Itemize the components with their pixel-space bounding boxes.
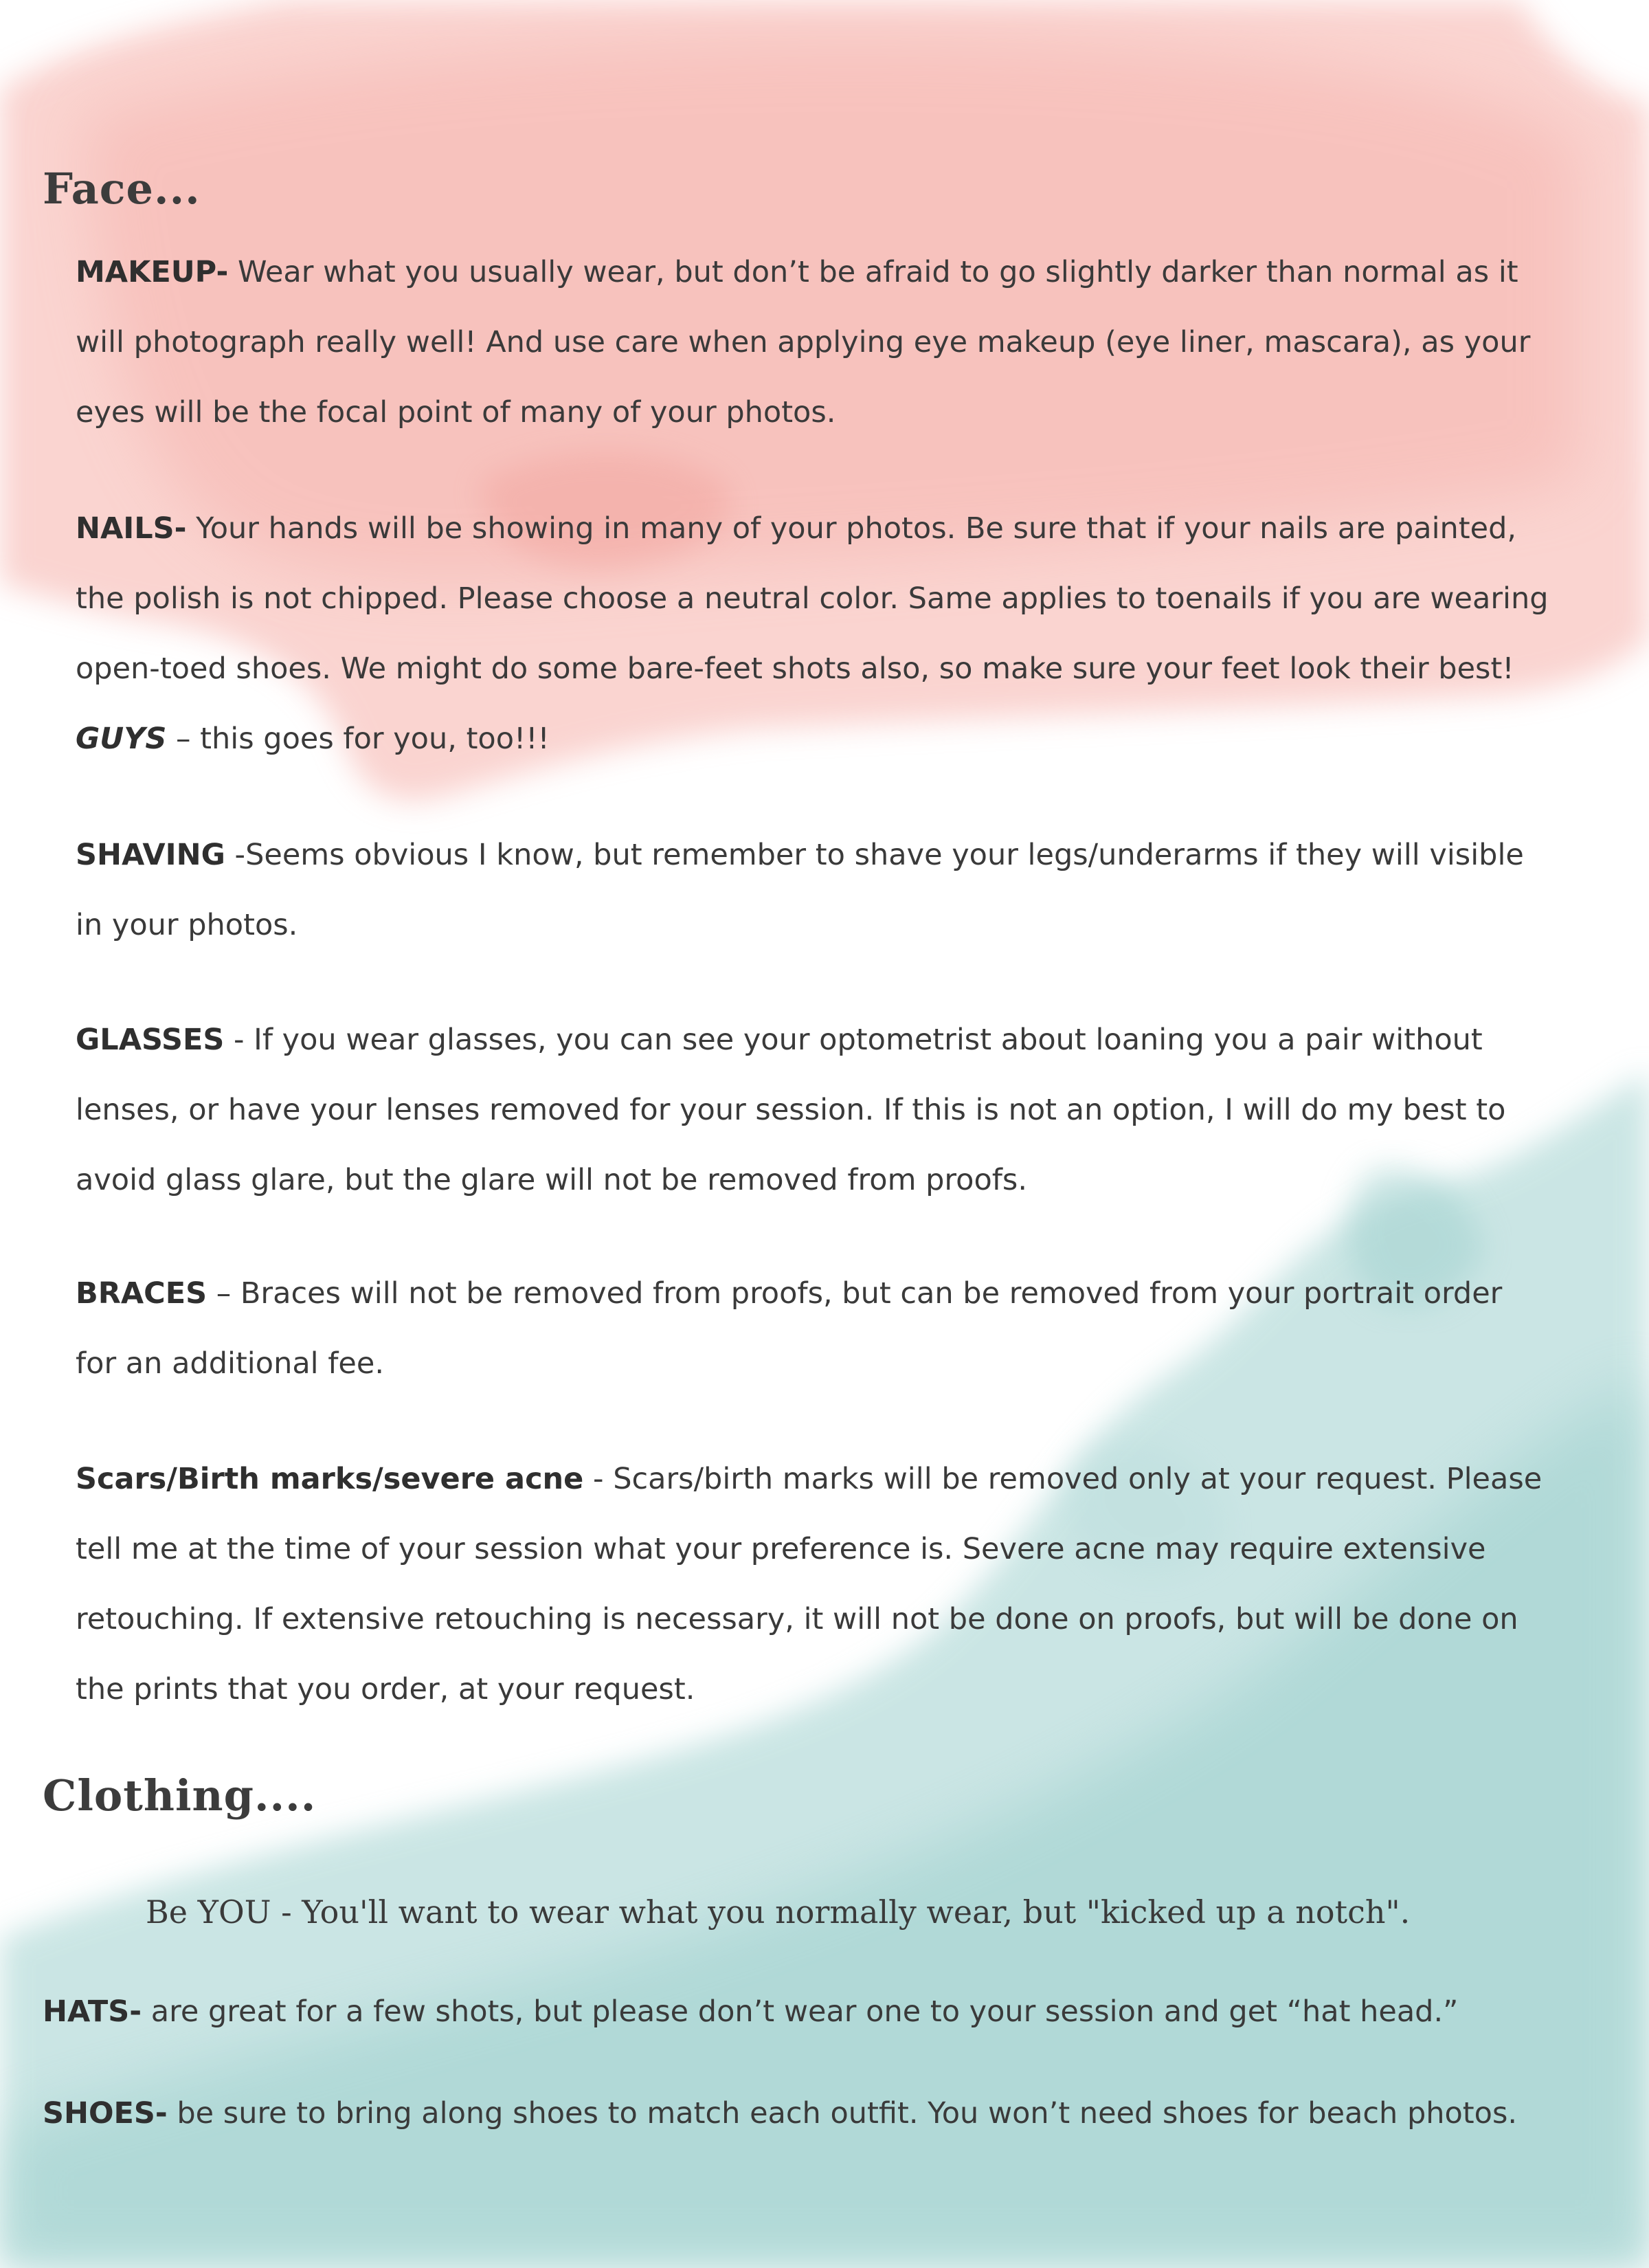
scars-line-1: Scars/Birth marks/severe acne - Scars/birth marks will be removed only at your request. Please: [76, 1462, 1543, 1496]
shoes-paragraph: SHOES- be sure to bring along shoes to match each outfit. You won’t need shoes for beach photos.: [43, 2096, 1518, 2131]
makeup-line-2: will photograph really well! And use care when applying eye makeup (eye liner, mascara), as your: [76, 325, 1531, 359]
nails-line-3: open-toed shoes. We might do some bare-feet shots also, so make sure your feet look their best!: [76, 652, 1514, 686]
scars-line-2: tell me at the time of your session what your preference is. Severe acne may require extensive: [76, 1532, 1486, 1566]
scars-label: Scars/Birth marks/severe acne: [76, 1462, 584, 1496]
makeup-paragraph: [76, 237, 1608, 447]
makeup-label: MAKEUP-: [76, 255, 229, 289]
nails-line-2: the polish is not chipped. Please choose a neutral color. Same applies to toenails if you are wearing: [76, 581, 1549, 616]
shaving-line-2: in your photos.: [76, 908, 298, 942]
clothing-section-title: Clothing....: [43, 1770, 317, 1821]
scars-line-4: the prints that you order, at your request.: [76, 1672, 695, 1706]
hats-paragraph: HATS- are great for a few shots, but please don’t wear one to your session and get “hat head.”: [43, 1994, 1459, 2029]
nails-label: NAILS-: [76, 511, 187, 546]
shaving-paragraph: [76, 820, 1608, 960]
scars-line-3: retouching. If extensive retouching is necessary, it will not be done on proofs, but will be done on: [76, 1602, 1518, 1636]
nails-paragraph: [76, 493, 1608, 774]
glasses-label: GLASSES: [76, 1023, 225, 1057]
shoes-label: SHOES-: [43, 2096, 168, 2131]
braces-line-2: for an additional fee.: [76, 1346, 385, 1381]
glasses-line-1: GLASSES - If you wear glasses, you can see your optometrist about loaning you a pair without: [76, 1023, 1483, 1057]
glasses-line-3: avoid glass glare, but the glare will not be removed from proofs.: [76, 1163, 1027, 1197]
face-section-title: Face...: [43, 164, 201, 214]
hats-label: HATS-: [43, 1994, 142, 2029]
makeup-line-3: eyes will be the focal point of many of your photos.: [76, 395, 836, 430]
scars-paragraph: [76, 1444, 1608, 1724]
braces-paragraph: [76, 1258, 1608, 1399]
guys-label: GUYS: [76, 722, 167, 756]
clothing-intro: Be YOU - You'll want to wear what you normally wear, but "kicked up a notch".: [146, 1893, 1411, 1931]
braces-line-1: BRACES – Braces will not be removed from proofs, but can be removed from your portrait order: [76, 1276, 1503, 1311]
glasses-paragraph: [76, 1005, 1608, 1215]
shaving-line-1: SHAVING -Seems obvious I know, but remember to shave your legs/underarms if they will visible: [76, 838, 1524, 872]
nails-line-1: NAILS- Your hands will be showing in many of your photos. Be sure that if your nails are painted,: [76, 511, 1517, 546]
shaving-label: SHAVING: [76, 838, 225, 872]
makeup-line-1: MAKEUP- Wear what you usually wear, but don’t be afraid to go slightly darker than normal as it: [76, 255, 1518, 289]
glasses-line-2: lenses, or have your lenses removed for your session. If this is not an option, I will do my best to: [76, 1093, 1506, 1127]
braces-label: BRACES: [76, 1276, 207, 1311]
nails-line-4: GUYS – this goes for you, too!!!: [76, 722, 550, 756]
